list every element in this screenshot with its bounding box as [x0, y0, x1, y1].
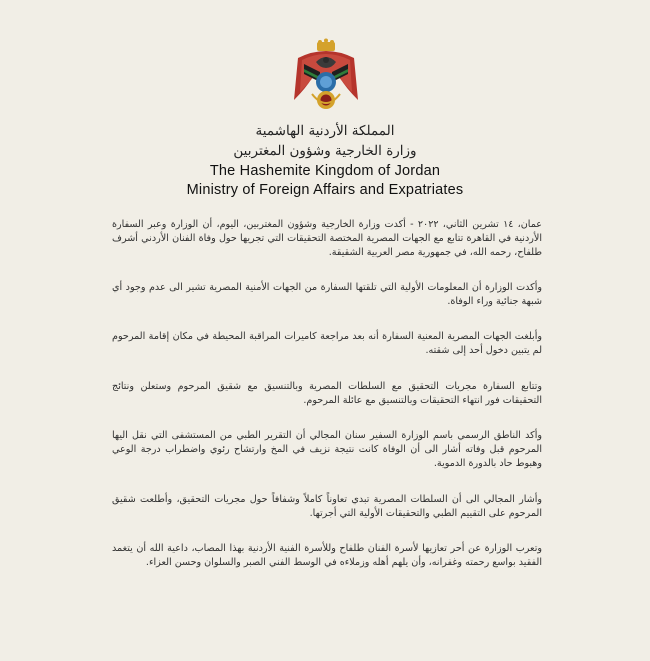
english-ministry-title: Ministry of Foreign Affairs and Expatriates: [186, 182, 464, 198]
paragraph-4: وتتابع السفارة مجريات التحقيق مع السلطات المصرية وبالتنسيق مع شقيق المرحوم وستعلن ونتائج التحقيقات فور انتهاء التحقيقات وبالتنسيق مع عائلة المرحوم.: [112, 381, 542, 406]
paragraph-1: عمان، ١٤ تشرين الثاني، ٢٠٢٢ - أكدت وزارة الخارجية وشؤون المغتربين، اليوم، أن الوزارة وعبر السفارة الأردنية في القاهرة تتابع مع الجهات المصرية المختصة التحقيقات التي تجريها حول وفاة الفنان الأردني أشرف طلفاح، رحمه الله، في جمهورية مصر العربية الشقيقة.: [112, 219, 542, 258]
paragraph-2: وأكدت الوزارة أن المعلومات الأولية التي تلقتها السفارة من الجهات الأمنية المصرية تشير الى عدم وجود أي شبهة جنائية وراء الوفاة.: [112, 282, 542, 307]
paragraph-6: وأشار المجالي الى أن السلطات المصرية تبدي تعاوناً كاملاً وشفافاً حول مجريات التحقيق، وأطلعت شقيق المرحوم على التقييم الطبي والتحقيقات الأولية التي أجرتها.: [112, 494, 542, 519]
arabic-ministry-title: وزارة الخارجية وشؤون المغتربين: [233, 143, 417, 159]
arabic-kingdom-title: المملكة الأردنية الهاشمية: [255, 123, 395, 139]
jordan-coat-of-arms-icon: [290, 38, 362, 116]
english-kingdom-title: The Hashemite Kingdom of Jordan: [209, 163, 441, 179]
paragraph-3: وأبلغت الجهات المصرية المعنية السفارة أنه بعد مراجعة كاميرات المراقبة المحيطة في مكان إقامة المرحوم لم يتبين دخول أحد إلى شقته.: [112, 331, 542, 356]
paragraph-7: وتعرب الوزارة عن أحر تعازيها لأسرة الفنان طلفاح وللأسرة الفنية الأردنية بهذا المصاب، داعية الله أن يتغمد الفقيد بواسع رحمته وغفرانه، وأن يلهم أهله وزملاءه في الوسط الفني الصبر والسلوان وحسن العزاء.: [112, 543, 542, 568]
paragraph-5: وأكد الناطق الرسمي باسم الوزارة السفير سنان المجالي أن التقرير الطبي من المستشفى التي نقل اليها المرحوم قبل وفاته أشار الى أن الوفاة كانت نتيجة نزيف في المخ وارتشاح رئوي واضطراب درجة الوعي وهبوط حاد بالدورة الدموية.: [112, 430, 542, 469]
